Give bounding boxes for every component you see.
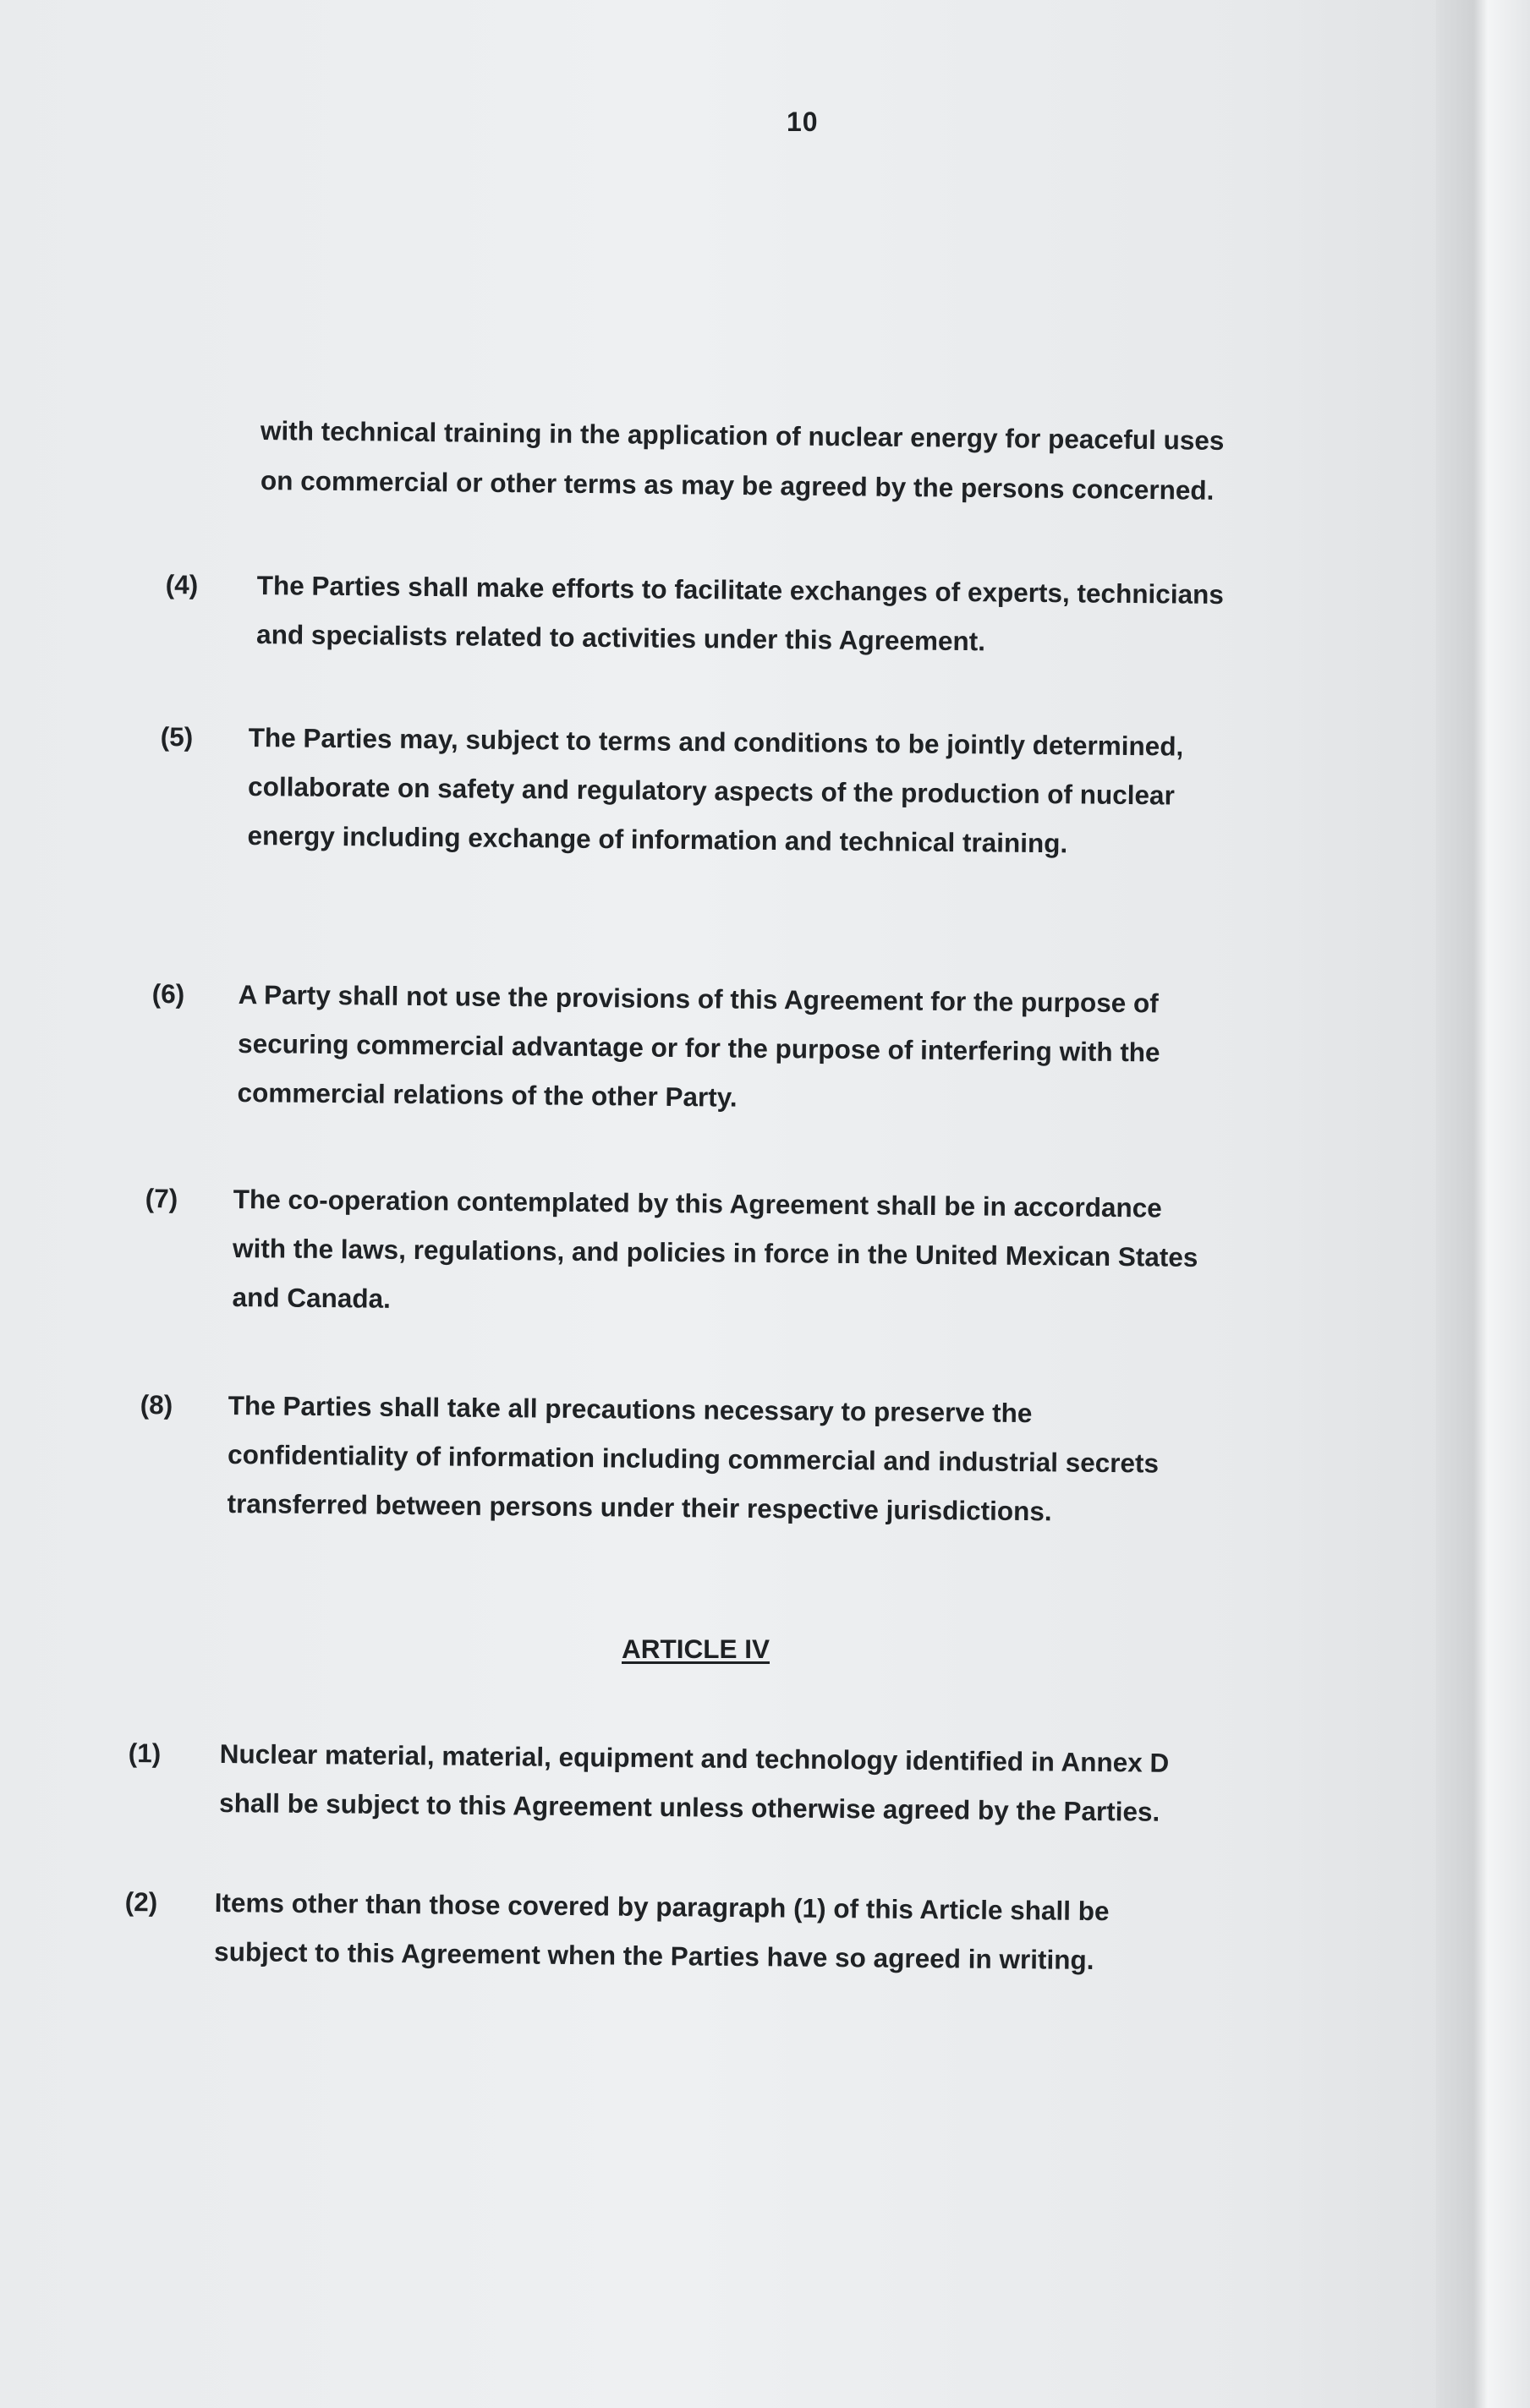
paragraph-number: (2) (124, 1885, 158, 1918)
paragraph-4 (165, 560, 1308, 657)
paragraph-7 (145, 1174, 1313, 1314)
paragraph-line: transferred between persons under their respective jurisdictions. (227, 1487, 1052, 1527)
paragraph-5 (160, 712, 1302, 859)
paragraph-8 (140, 1380, 1282, 1527)
paragraph-line: The Parties shall make efforts to facilitate exchanges of experts, technicians (256, 570, 1225, 610)
paragraph-number: (8) (140, 1388, 173, 1420)
article-paragraph-2 (124, 1877, 1292, 1975)
continuation-line: with technical training in the application of nuclear energy for peaceful uses (260, 415, 1225, 456)
paragraph-line: A Party shall not use the provisions of this Agreement for the purpose of (238, 978, 1159, 1019)
paragraph-line: shall be subject to this Agreement unless otherwise agreed by the Parties. (218, 1787, 1160, 1827)
paragraph-number: (1) (128, 1737, 162, 1769)
article-heading: ARTICLE IV (622, 1634, 770, 1664)
paragraph-line: and specialists related to activities under this Agreement. (255, 619, 986, 657)
paragraph-line: The Parties may, subject to terms and conditions to be jointly determined, (248, 721, 1184, 762)
paragraph-line: collaborate on safety and regulatory aspects of the production of nuclear (247, 770, 1175, 811)
paragraph-line: energy including exchange of information and technical training. (247, 819, 1068, 859)
continuation-line: on commercial or other terms as may be agreed by the persons concerned. (260, 465, 1215, 506)
paragraph-line: The Parties shall take all precautions necessary to preserve the (228, 1389, 1033, 1429)
paragraph-line: Items other than those covered by paragraph (1) of this Article shall be (214, 1887, 1110, 1927)
paragraph-line: commercial relations of the other Party. (237, 1076, 738, 1113)
article-paragraph-1 (128, 1728, 1296, 1827)
paragraph-line: with the laws, regulations, and policies in force in the United Mexican States (232, 1232, 1198, 1272)
paragraph-line: confidentiality of information including commercial and industrial secrets (227, 1438, 1160, 1479)
paragraph-number: (7) (145, 1182, 178, 1214)
paragraph-line: The co-operation contemplated by this Agreement shall be in accordance (233, 1183, 1162, 1223)
paragraph-number: (4) (165, 568, 199, 600)
paragraph-line: subject to this Agreement when the Parties have so agreed in writing. (213, 1936, 1094, 1975)
page-edge (1436, 0, 1530, 2408)
paragraph-line: Nuclear material, material, equipment and technology identified in Annex D (219, 1738, 1170, 1778)
paragraph-number: (6) (151, 977, 185, 1010)
paragraph-line: securing commercial advantage or for the purpose of interfering with the (237, 1027, 1160, 1068)
paragraph-6 (151, 969, 1294, 1113)
paragraph-number: (5) (160, 720, 194, 752)
page-number: 10 (787, 107, 819, 137)
continuation-text (260, 406, 1318, 506)
paragraph-line: and Canada. (232, 1281, 392, 1314)
